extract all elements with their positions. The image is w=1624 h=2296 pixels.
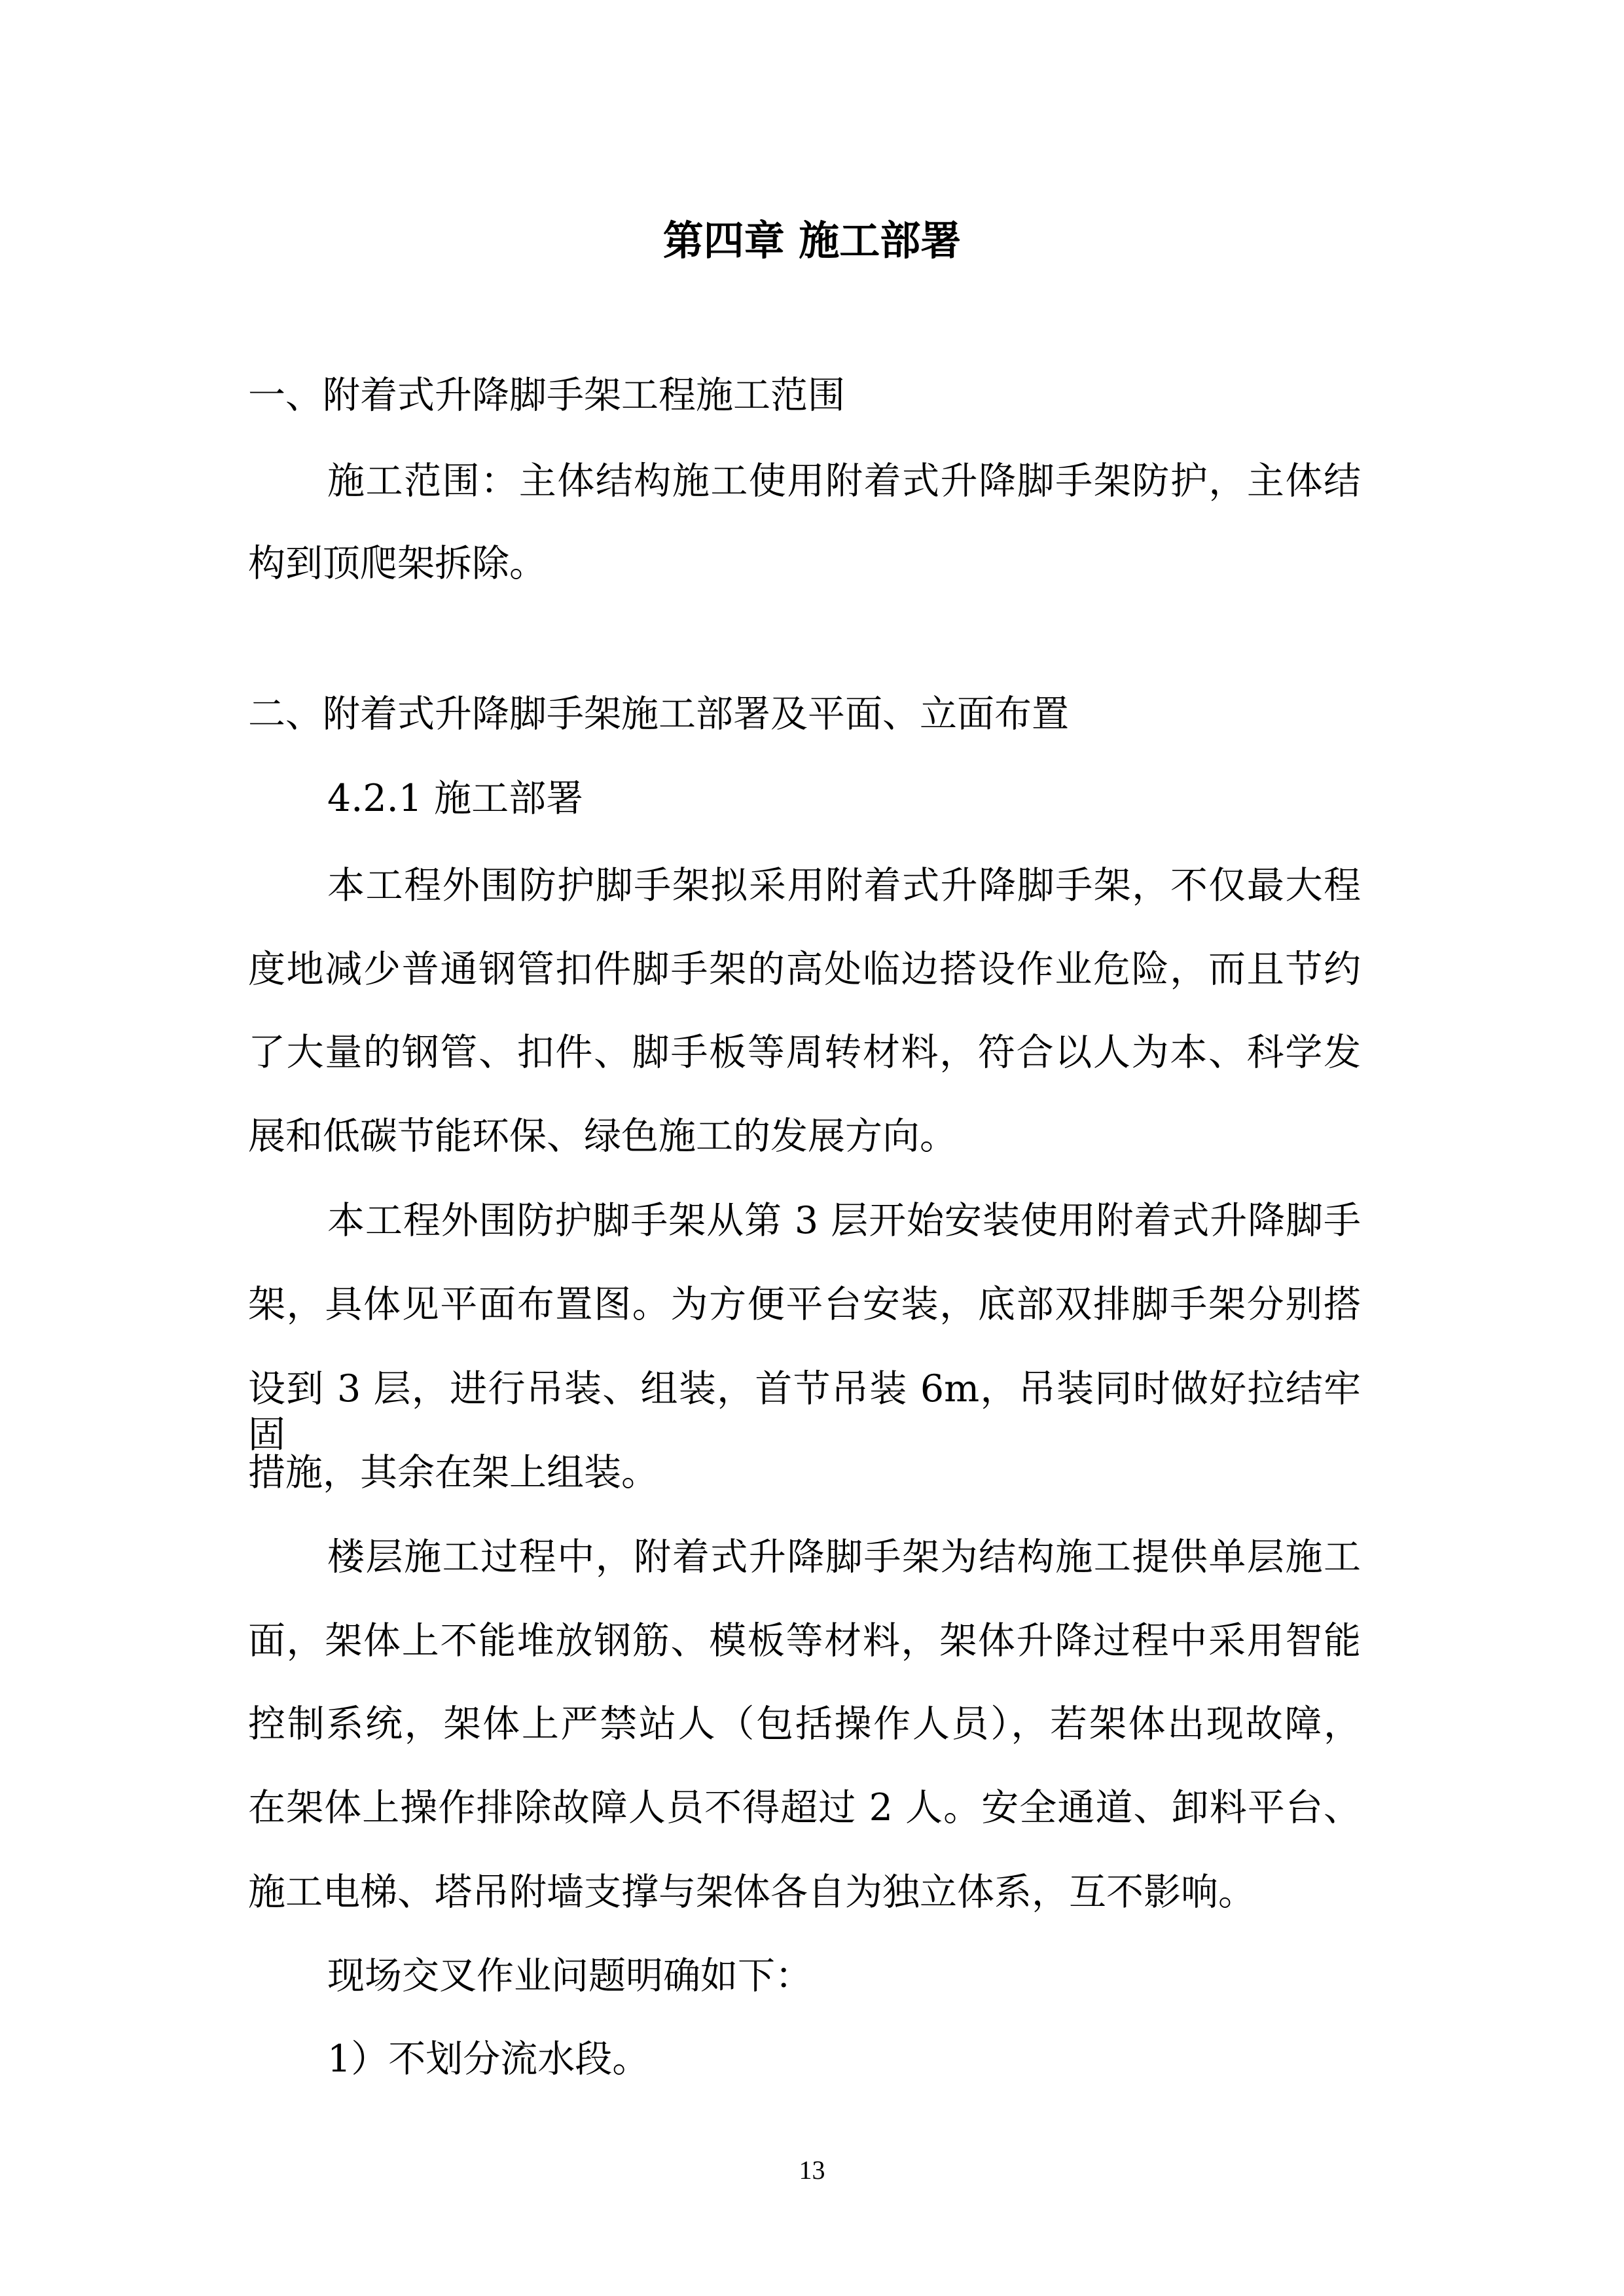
paragraph-line: 了大量的钢管、扣件、脚手板等周转材料，符合以人为本、科学发 <box>248 1031 1361 1074</box>
paragraph-line: 在架体上操作排除故障人员不得超过 2 人。安全通道、卸料平台、 <box>248 1786 1361 1829</box>
paragraph-line: 措施，其余在架上组装。 <box>248 1451 659 1494</box>
paragraph-line: 施工电梯、塔吊附墙支撑与架体各自为独立体系，互不影响。 <box>248 1871 1255 1914</box>
chapter-title: 第四章 施工部署 <box>662 217 962 264</box>
paragraph-line: 展和低碳节能环保、绿色施工的发展方向。 <box>248 1115 957 1158</box>
page-number: 13 <box>799 2155 825 2185</box>
paragraph-line: 控制系统，架体上严禁站人（包括操作人员），若架体出现故障， <box>248 1702 1361 1746</box>
paragraph-line: 面，架体上不能堆放钢筋、模板等材料，架体升降过程中采用智能 <box>248 1619 1361 1662</box>
section-heading-1: 一、附着式升降脚手架工程施工范围 <box>248 374 845 417</box>
paragraph-line: 度地减少普通钢管扣件脚手架的高处临边搭设作业危险，而且节约 <box>248 948 1361 991</box>
paragraph-line: 架，具体见平面布置图。为方便平台安装，底部双排脚手架分别搭 <box>248 1283 1361 1326</box>
paragraph-line: 本工程外围防护脚手架拟采用附着式升降脚手架，不仅最大程 <box>327 864 1361 907</box>
list-item: 1）不划分流水段。 <box>327 2037 650 2081</box>
paragraph-line: 施工范围：主体结构施工使用附着式升降脚手架防护，主体结 <box>327 459 1361 503</box>
paragraph-line: 现场交叉作业问题明确如下： <box>327 1954 812 1998</box>
paragraph-line: 本工程外围防护脚手架从第 3 层开始安装使用附着式升降脚手 <box>327 1199 1361 1242</box>
paragraph-line: 构到顶爬架拆除。 <box>248 542 547 585</box>
paragraph-line: 楼层施工过程中，附着式升降脚手架为结构施工提供单层施工 <box>327 1535 1361 1579</box>
section-heading-2: 二、附着式升降脚手架施工部署及平面、立面布置 <box>248 692 1069 736</box>
paragraph-line: 设到 3 层，进行吊装、组装，首节吊装 6m，吊装同时做好拉结牢固 <box>248 1367 1361 1456</box>
subsection-heading: 4.2.1 施工部署 <box>327 777 584 820</box>
